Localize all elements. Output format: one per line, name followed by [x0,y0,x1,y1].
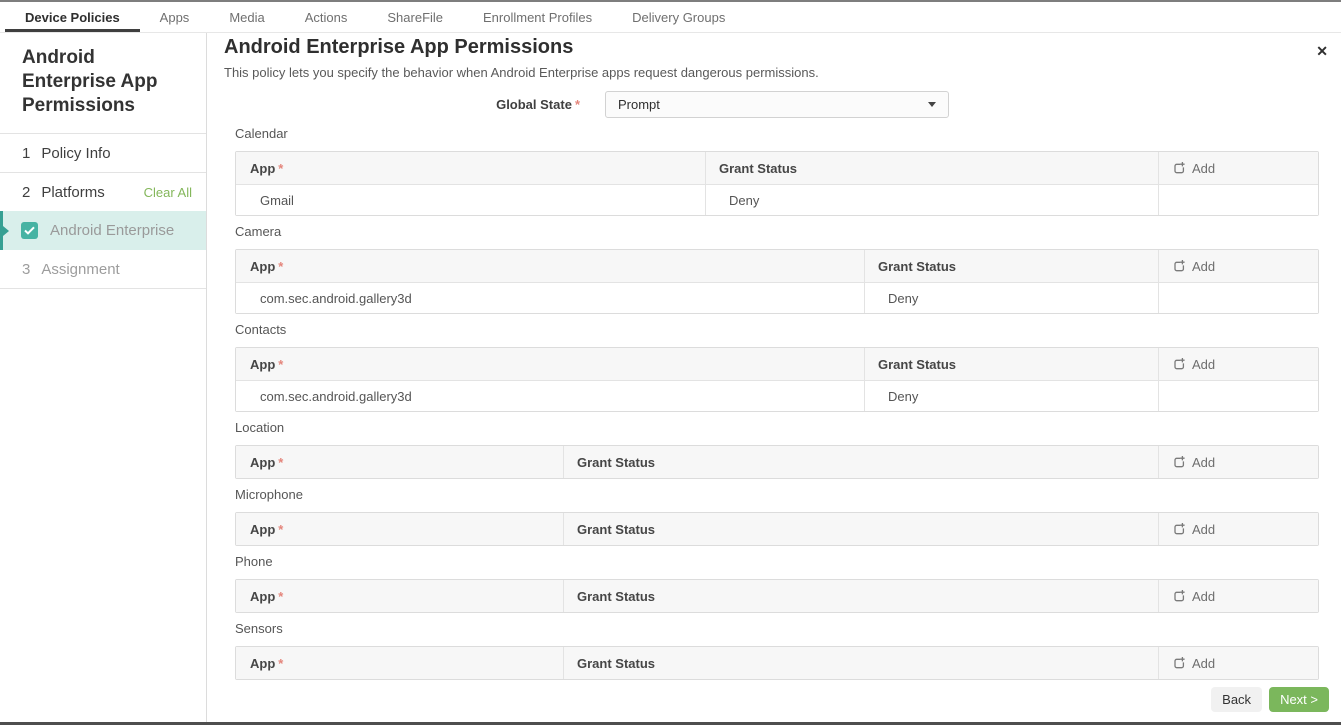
grant-status-cell: Deny [864,283,1158,313]
step-label: Assignment [41,260,120,278]
col-grant-label: Grant Status [719,160,798,176]
permission-table [235,151,1319,216]
close-icon[interactable]: ✕ [1316,43,1328,59]
app-column-header [236,152,705,184]
permission-table [235,646,1319,680]
section-label: Microphone [235,487,303,502]
table-header-row [236,250,1318,282]
wizard-footer [1211,687,1329,712]
section-label: Sensors [235,621,283,636]
col-grant-label: Grant Status [577,655,656,671]
add-button[interactable] [1172,259,1215,274]
step-label: Policy Info [41,144,111,162]
checkmark-icon [24,226,35,235]
grant-status-column-header [864,348,1158,380]
required-asterisk: * [278,160,284,176]
required-asterisk: * [278,588,284,604]
add-icon [1172,259,1186,273]
step-label: Platforms [41,183,105,201]
permission-table [235,347,1319,412]
add-button-label: Add [1192,521,1216,537]
policy-title-sidebar: Android Enterprise App Permissions [22,47,158,116]
grant-status-column-header [563,647,1158,679]
add-column-header [1158,580,1318,612]
section-label: Phone [235,554,273,569]
add-button-label: Add [1192,160,1216,176]
platform-label: Android Enterprise [50,222,175,240]
add-button-label: Add [1192,588,1216,604]
policy-config-panel [207,33,1341,722]
grant-status-cell: Deny [705,185,1158,215]
table-header-row [236,580,1318,612]
step-number: 2 [22,183,31,201]
add-button[interactable] [1172,161,1215,176]
add-cell-empty [1158,381,1318,411]
chevron-down-icon [928,102,936,107]
global-state-label-text: Global State [496,97,572,112]
required-asterisk: * [278,356,284,372]
section-label: Contacts [235,322,287,337]
app-column-header [236,513,563,545]
add-button-label: Add [1192,454,1216,470]
add-button[interactable] [1172,522,1215,537]
required-asterisk: * [278,258,284,274]
table-row[interactable] [236,380,1318,411]
permission-sections [224,126,1319,680]
add-button-label: Add [1192,258,1216,274]
add-column-header [1158,446,1318,478]
section-label: Camera [235,224,282,239]
add-column-header [1158,250,1318,282]
add-icon [1172,589,1186,603]
add-button-label: Add [1192,655,1216,671]
step-number: 1 [22,144,31,162]
col-app-label: App [250,655,276,671]
nav-tab-actions[interactable]: Actions [304,9,348,25]
col-grant-label: Grant Status [878,258,957,274]
col-app-label: App [250,258,276,274]
add-button-label: Add [1192,356,1216,372]
add-icon [1172,357,1186,371]
sidebar-step-policy-info[interactable] [0,134,206,172]
app-cell: com.sec.android.gallery3d [260,290,412,306]
permission-table [235,445,1319,479]
col-grant-label: Grant Status [577,454,656,470]
add-column-header [1158,647,1318,679]
app-column-header [236,647,563,679]
app-column-header [236,446,563,478]
permission-section-sensors [235,621,1319,680]
nav-tab-device-policies[interactable]: Device Policies [5,2,140,32]
nav-tab-sharefile[interactable]: ShareFile [387,9,444,25]
permission-section-location [235,420,1319,479]
global-state-value: Prompt [618,97,660,112]
page-title: Android Enterprise App Permissions [224,36,574,58]
col-app-label: App [250,160,276,176]
clear-all-link[interactable]: Clear All [143,184,192,200]
add-icon [1172,455,1186,469]
sidebar-step-platforms[interactable] [0,173,206,211]
back-button[interactable]: Back [1211,687,1262,712]
required-asterisk: * [574,97,580,112]
permission-table [235,579,1319,613]
add-icon [1172,522,1186,536]
add-button[interactable] [1172,455,1215,470]
add-cell-empty [1158,283,1318,313]
table-header-row [236,446,1318,478]
permission-table [235,512,1319,546]
add-icon [1172,656,1186,670]
add-button[interactable] [1172,589,1215,604]
add-column-header [1158,513,1318,545]
add-column-header [1158,152,1318,184]
nav-tab-apps[interactable]: Apps [159,9,190,25]
nav-tab-media[interactable]: Media [229,9,265,25]
add-column-header [1158,348,1318,380]
page-content [0,33,1341,722]
sidebar-step-assignment[interactable] [0,250,206,288]
permission-section-camera [235,224,1319,314]
permission-section-contacts [235,322,1319,412]
app-column-header [236,580,563,612]
col-app-label: App [250,521,276,537]
grant-status-column-header [705,152,1158,184]
permission-section-microphone [235,487,1319,546]
global-state-label [224,97,580,112]
wizard-sidebar [0,33,207,722]
grant-status-column-header [563,446,1158,478]
required-asterisk: * [278,521,284,537]
table-row[interactable] [236,184,1318,215]
checked-checkbox-icon[interactable] [21,222,38,239]
global-state-select[interactable] [605,91,949,118]
nav-tab-enrollment-profiles[interactable]: Enrollment Profiles [483,9,593,25]
table-header-row [236,647,1318,679]
table-header-row [236,513,1318,545]
required-asterisk: * [278,655,284,671]
sidebar-item-android-enterprise[interactable] [0,211,206,250]
col-grant-label: Grant Status [878,356,957,372]
app-cell: Gmail [260,192,294,208]
next-button[interactable]: Next > [1269,687,1329,712]
permission-table [235,249,1319,314]
col-grant-label: Grant Status [577,521,656,537]
app-column-header [236,250,864,282]
grant-status-column-header [864,250,1158,282]
required-asterisk: * [278,454,284,470]
section-label: Calendar [235,126,288,141]
table-row[interactable] [236,282,1318,313]
divider [0,288,206,289]
permission-section-phone [235,554,1319,613]
step-number: 3 [22,260,31,278]
grant-status-cell: Deny [864,381,1158,411]
app-column-header [236,348,864,380]
grant-status-column-header [563,513,1158,545]
add-button[interactable] [1172,357,1215,372]
global-state-row [224,91,1319,118]
table-header-row [236,152,1318,184]
add-button[interactable] [1172,656,1215,671]
top-nav [0,2,1341,33]
col-grant-label: Grant Status [577,588,656,604]
col-app-label: App [250,588,276,604]
permission-section-calendar [235,126,1319,216]
col-app-label: App [250,356,276,372]
active-arrow-icon [3,226,9,236]
nav-tab-delivery-groups[interactable]: Delivery Groups [632,9,726,25]
app-cell: com.sec.android.gallery3d [260,388,412,404]
grant-status-column-header [563,580,1158,612]
table-header-row [236,348,1318,380]
col-app-label: App [250,454,276,470]
add-icon [1172,161,1186,175]
add-cell-empty [1158,185,1318,215]
page-description: This policy lets you specify the behavior when Android Enterprise apps request dangerous permissions. [224,65,819,80]
section-label: Location [235,420,285,435]
